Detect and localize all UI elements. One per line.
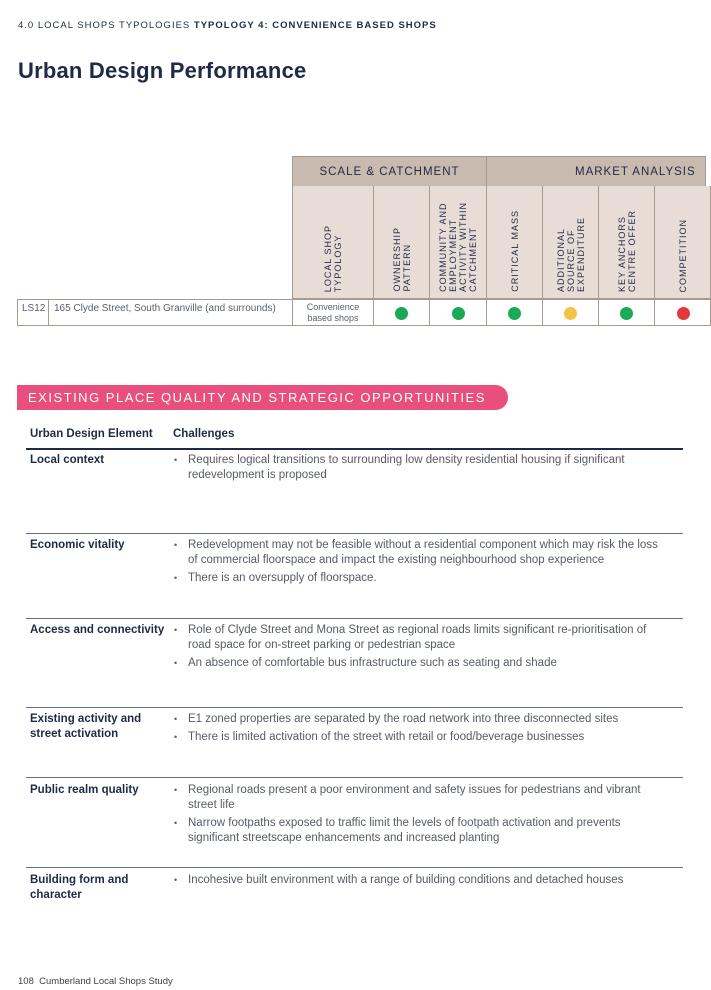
col-text: CENTRE OFFER [626,209,637,292]
document-title: Cumberland Local Shops Study [39,976,173,987]
row-name: 165 Clyde Street, South Granville (and surrounds) [48,299,293,326]
divider [26,707,683,708]
rating-dot [395,307,408,320]
breadcrumb-section: 4.0 LOCAL SHOPS TYPOLOGIES [18,20,191,31]
col-text: OWNERSHIP [391,227,402,292]
col-text: COMPETITION [677,218,688,292]
divider [26,448,683,450]
rating-dot [452,307,465,320]
page-title: Urban Design Performance [18,58,307,83]
col-text: COMMUNITY AND [438,202,448,292]
page-footer [18,976,173,987]
element-label: Existing activity and street activation [30,713,142,740]
col-community-employment [429,186,487,299]
col-ownership-pattern [373,186,430,299]
challenge-item: • There is an oversupply of floorspace. [172,571,662,586]
challenge-item: • Requires logical transitions to surrounding low density residential housing if significant redevelopment is proposed [172,453,662,483]
rating-dot [508,307,521,320]
rating-dot [677,307,690,320]
challenge-item: • Regional roads present a poor environment and safety issues for pedestrians and vibrant street life [172,783,662,813]
col-additional-expenditure [542,186,599,299]
col-text: EXPENDITURE [575,216,586,292]
breadcrumb [18,20,437,31]
col-local-shop-typology [292,186,374,299]
section-banner: EXISTING PLACE QUALITY AND STRATEGIC OPPORTUNITIES [17,385,508,410]
divider [26,533,683,534]
col-critical-mass [486,186,543,299]
col-text: ACTIVITY WITHIN [458,202,468,292]
challenge-list [172,873,662,891]
th-challenges: Challenges [173,428,235,440]
group-market-analysis: MARKET ANALYSIS [486,156,706,187]
challenge-list [172,538,662,589]
col-text: ADDITIONAL [555,227,566,292]
th-element: Urban Design Element [30,428,153,440]
col-key-anchors [598,186,655,299]
element-label: Building form and character [30,874,129,901]
rating-dot [564,307,577,320]
challenge-item: • E1 zoned properties are separated by the road network into three disconnected sites [172,712,662,727]
challenge-item: • Role of Clyde Street and Mona Street as regional roads limits significant re-prioritisation of road space for on-street parking or pedestrian space [172,623,662,653]
row-typology: Convenience based shops [292,299,374,326]
divider [26,777,683,778]
row-id: LS12 [17,299,49,326]
element-label: Economic vitality [30,539,125,551]
col-text: SOURCE OF [565,229,576,292]
col-text: TYPOLOGY [333,234,343,292]
challenge-list [172,783,662,849]
challenge-list [172,453,662,486]
group-scale-catchment: SCALE & CATCHMENT [292,156,487,187]
rating-dot [620,307,633,320]
page-number: 108 [18,976,34,987]
challenge-item: • Narrow footpaths exposed to traffic limit the levels of footpath activation and prevents significant streetscape enhancements and increased planting [172,816,662,846]
element-label: Access and connectivity [30,624,165,636]
breadcrumb-typology: TYPOLOGY 4: CONVENIENCE BASED SHOPS [193,20,437,31]
challenge-list [172,623,662,674]
element-label: Public realm quality [30,784,139,796]
challenge-item: • An absence of comfortable bus infrastructure such as seating and shade [172,656,662,671]
divider [26,618,683,619]
challenge-item: • Redevelopment may not be feasible without a residential component which may risk the loss of commercial floorspace and impact the existing neighbourhood shop experience [172,538,662,568]
col-text: LOCAL SHOP [323,224,333,292]
col-text: CRITICAL MASS [509,210,520,292]
challenge-item: • There is limited activation of the street with retail or food/beverage businesses [172,730,662,745]
col-text: EMPLOYMENT [448,218,458,292]
col-text: PATTERN [401,244,412,292]
divider [26,867,683,868]
challenge-list [172,712,662,748]
col-competition [654,186,711,299]
element-label: Local context [30,454,105,466]
challenge-item: • Incohesive built environment with a range of building conditions and detached houses [172,873,662,888]
col-text: CATCHMENT [468,227,478,292]
col-text: KEY ANCHORS [616,216,627,292]
